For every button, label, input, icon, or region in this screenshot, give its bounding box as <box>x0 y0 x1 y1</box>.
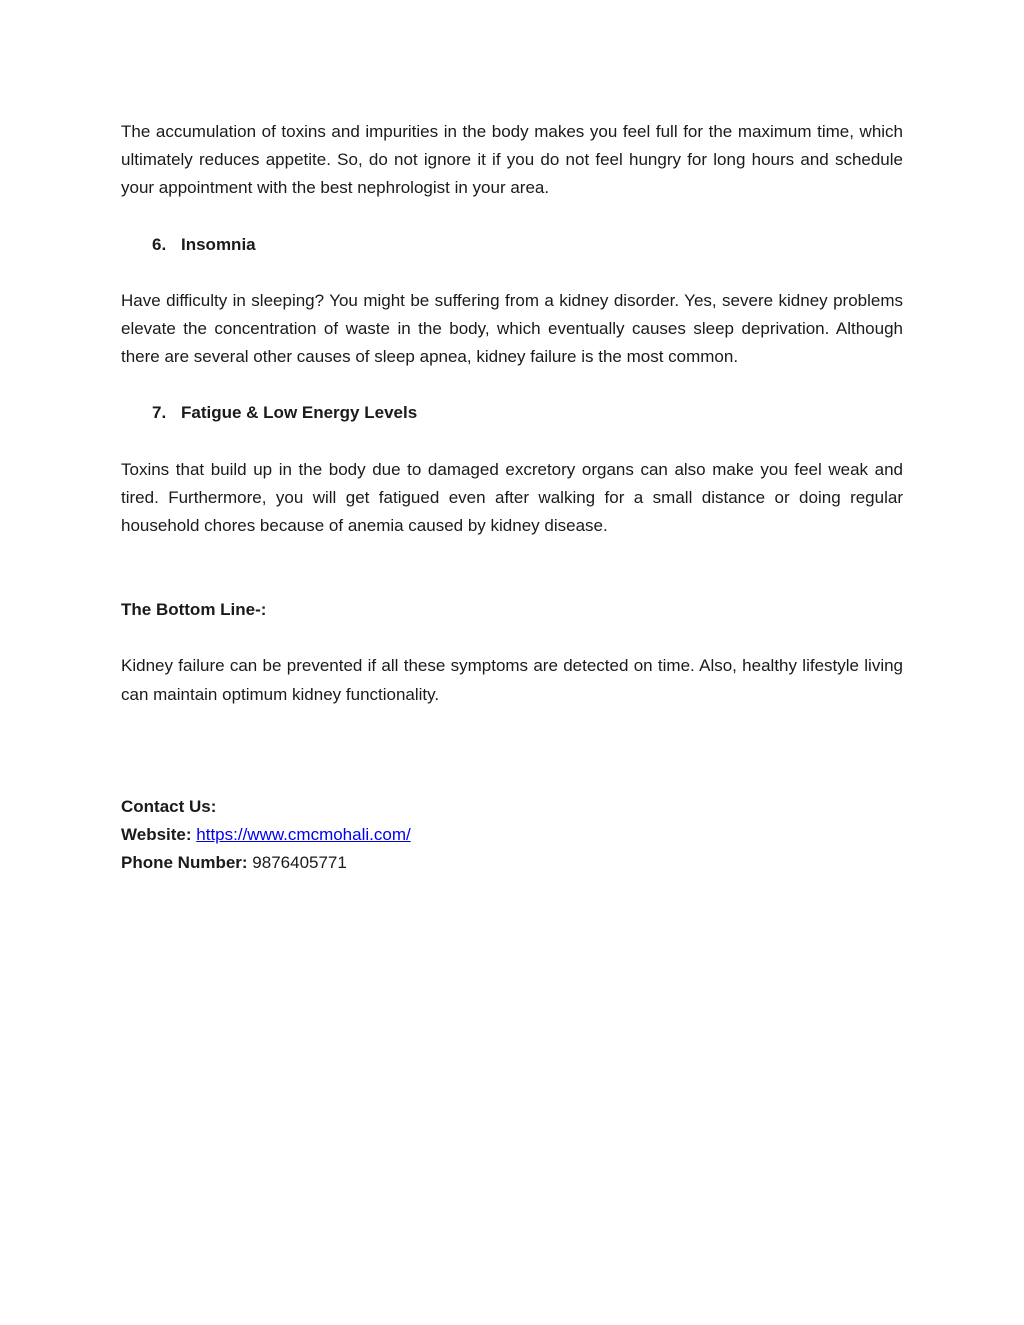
paragraph-fatigue: Toxins that build up in the body due to damaged excretory organs can also make you feel weak and tired. Furthermore, you will get fatigued even after walking for a small distance or doing regular household chores because of anemia caused by kidney disease. <box>121 459 903 536</box>
section-title: Insomnia <box>181 234 256 254</box>
website-link[interactable]: https://www.cmcmohali.com/ <box>196 825 411 845</box>
paragraph-appetite: The accumulation of toxins and impurities in the body makes you feel full for the maximum time, which ultimately reduces appetite. So, do not ignore it if you do not feel hungry for long hours and schedule your appointment with the best nephrologist in your area. <box>121 122 903 198</box>
section-heading-fatigue <box>121 399 903 427</box>
contact-phone-line <box>121 849 903 877</box>
section-heading-insomnia <box>121 231 903 259</box>
section-number: 6. <box>152 234 167 254</box>
contact-heading: Contact Us: <box>121 796 217 816</box>
phone-label: Phone Number: <box>121 853 253 873</box>
phone-number: 9876405771 <box>252 853 347 873</box>
section-number: 7. <box>152 403 167 423</box>
paragraph-insomnia: Have difficulty in sleeping? You might be suffering from a kidney disorder. Yes, severe kidney problems elevate the concentration of waste in the body, which eventually causes sleep deprivation. Although there are several other causes of sleep apnea, kidney failure is the most common. <box>121 290 903 367</box>
document-page <box>121 118 903 877</box>
bottom-line-heading: The Bottom Line-: <box>121 600 267 620</box>
website-label: Website: <box>121 825 197 845</box>
contact-website-line <box>121 821 903 849</box>
paragraph-bottom-line: Kidney failure can be prevented if all these symptoms are detected on time. Also, healthy lifestyle living can maintain optimum kidney functionality. <box>121 656 903 704</box>
section-title: Fatigue & Low Energy Levels <box>181 403 418 423</box>
